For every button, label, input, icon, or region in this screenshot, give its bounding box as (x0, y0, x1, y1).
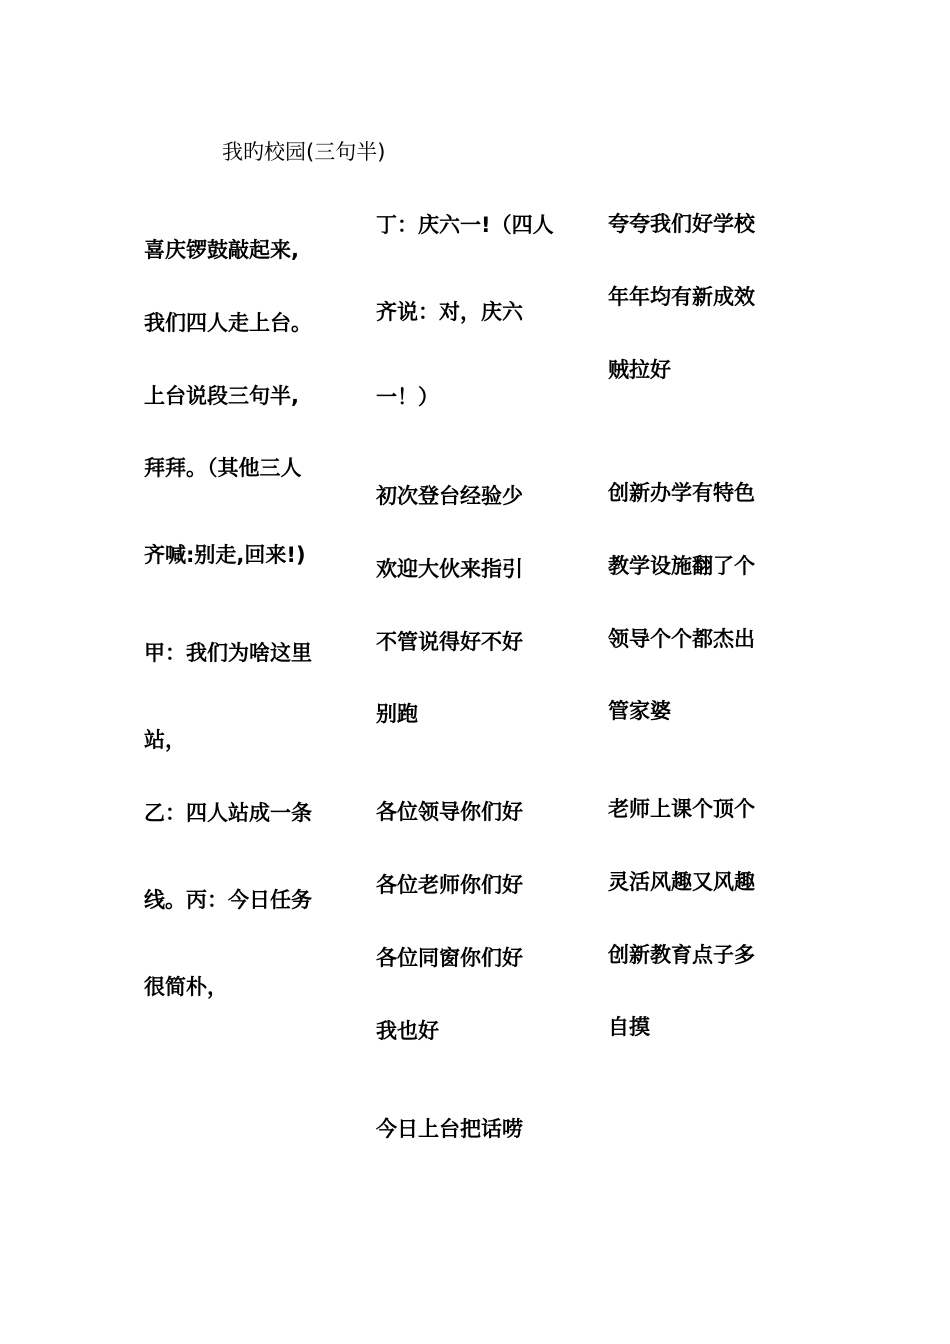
text-line: 各位同窗你们好 (376, 946, 523, 970)
text-line: 乙：四人站成一条 (144, 801, 312, 825)
text-line: 别跑 (376, 702, 418, 726)
text-line: 不管说得好不好 (376, 630, 523, 654)
text-line: 齐喊:别走,回来!) (144, 543, 306, 567)
text-line: 创新办学有特色 (608, 481, 755, 505)
text-line: 夸夸我们好学校 (608, 212, 755, 236)
text-line: 各位领导你们好 (376, 800, 523, 824)
text-line: 初次登台经验少 (376, 484, 523, 508)
text-line: 各位老师你们好 (376, 873, 523, 897)
text-line: 创新教育点子多 (608, 943, 755, 967)
text-line: 我也好 (376, 1019, 439, 1043)
text-line: 齐说：对，庆六 (376, 300, 523, 324)
text-line: 喜庆锣鼓敲起来, (144, 238, 299, 262)
text-line: 站， (144, 728, 186, 752)
text-line: 一！） (376, 385, 439, 409)
text-line: 自摸 (608, 1015, 650, 1039)
text-line: 上台说段三句半, (144, 384, 299, 408)
text-line: 甲：我们为啥这里 (144, 641, 312, 665)
document-title: 我旳校园(三句半) (222, 140, 386, 164)
text-line: 老师上课个顶个 (608, 797, 755, 821)
text-line: 今日上台把话唠 (376, 1117, 523, 1141)
text-line: 欢迎大伙来指引 (376, 557, 523, 581)
text-line: 贼拉好 (608, 358, 671, 382)
text-line: 年年均有新成效 (608, 285, 755, 309)
text-line: 领导个个都杰出 (608, 627, 755, 651)
text-line: 丁：庆六一!（四人 (376, 213, 554, 237)
text-line: 线。丙：今日任务 (144, 888, 312, 912)
text-line: 教学设施翻了个 (608, 554, 755, 578)
text-line: 很简朴， (144, 975, 228, 999)
text-line: 灵活风趣又风趣 (608, 870, 755, 894)
text-line: 拜拜。（其他三人 (144, 456, 302, 480)
text-line: 管家婆 (608, 699, 671, 723)
text-line: 我们四人走上台。 (144, 311, 312, 335)
